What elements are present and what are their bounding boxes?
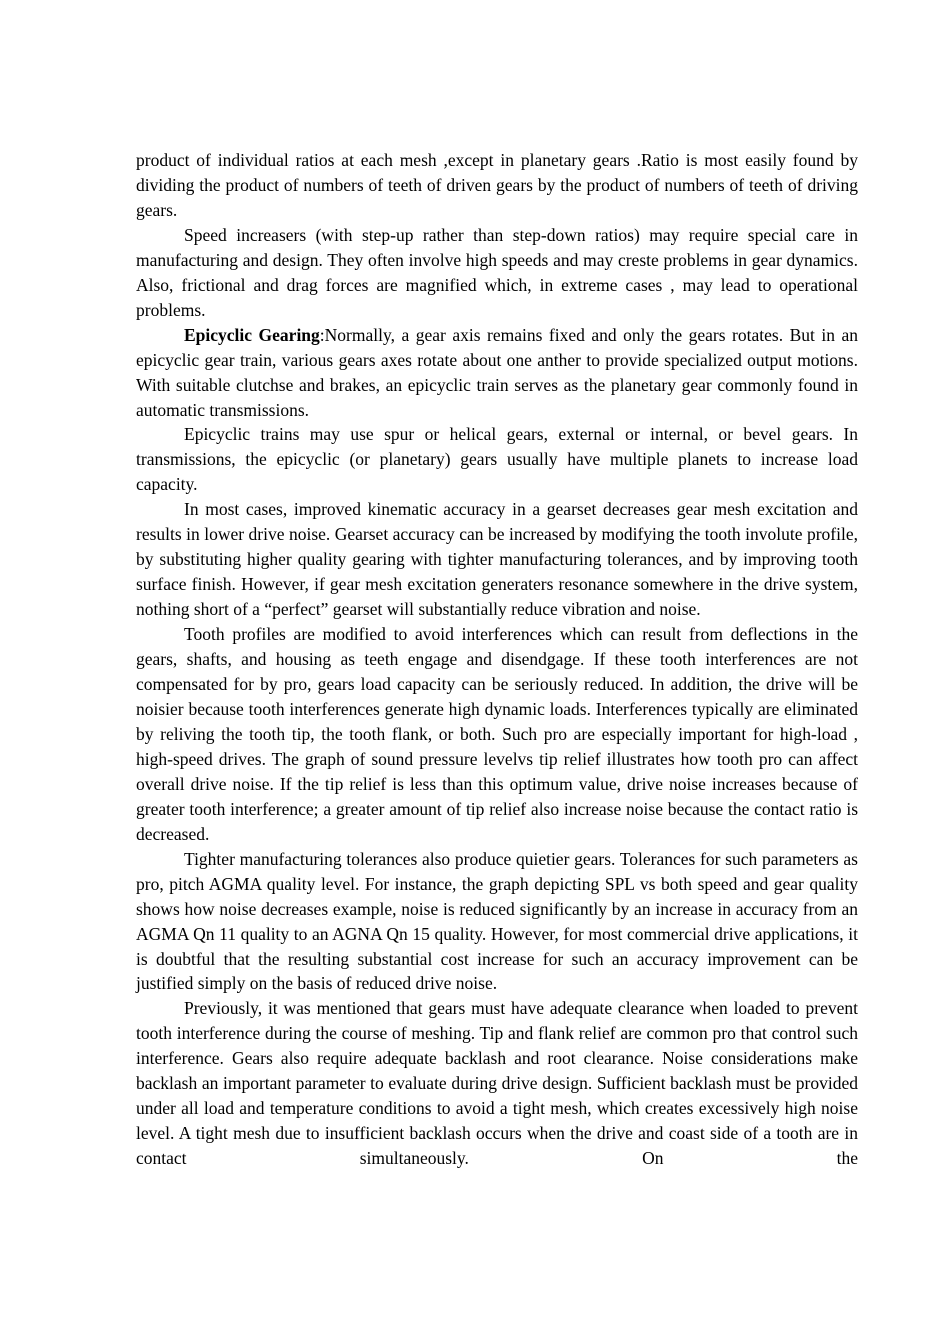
paragraph-kinematic-accuracy: In most cases, improved kinematic accuracy in a gearset decreases gear mesh excitation and results in lower drive noise. Gearset accuracy can be increased by modifying the tooth involute profile, by substituting higher quality gearing with tighter manufacturing tolerances, and by improving tooth surface finish. However, if gear mesh excitation generaters resonance somewhere in the drive system, nothing short of a “perfect” gearset will substantially reduce vibration and noise. [136,499,858,620]
paragraph-continuation: product of individual ratios at each mesh ,except in planetary gears .Ratio is most easily found by dividing the product of numbers of teeth of driven gears by the product of numbers of teeth of driving gears. [136,150,858,220]
body-text [136,148,858,1171]
paragraph-speed-increasers: Speed increasers (with step-up rather than step-down ratios) may require special care in manufacturing and design. They often involve high speeds and may creste problems in gear dynamics. Also, frictional and drag forces are magnified which, in extreme cases , may lead to operational problems. [136,224,858,320]
section-heading-epicyclic-gearing: Epicyclic Gearing [184,324,320,345]
paragraph-epicyclic-trains: Epicyclic trains may use spur or helical gears, external or internal, or bevel gears. In transmissions, the epicyclic (or planetary) gears usually have multiple planets to increase load capacity. [136,424,858,495]
paragraph-backlash: Previously, it was mentioned that gears must have adequate clearance when loaded to prevent tooth interference during the course of meshing. Tip and flank relief are common pro that control such interference. Gears also require adequate backlash and root clearance. Noise considerations make backlash an important parameter to evaluate during drive design. Sufficient backlash must be provided under all load and temperature conditions to avoid a tight mesh, which creates excessively high noise level. A tight mesh due to insufficient backlash occurs when the drive and coast side of a tooth are in contact simultaneously. On the [136,998,858,1169]
paragraph-manufacturing-tolerances: Tighter manufacturing tolerances also produce quietier gears. Tolerances for such parameters as pro, pitch AGMA quality level. For instance, the graph depicting SPL vs both speed and gear quality shows how noise decreases example, noise is reduced significantly by an increase in accuracy from an AGMA Qn 11 quality to an AGNA Qn 15 quality. However, for most commercial drive applications, it is doubtful that the resulting substantial cost increase for such an accuracy improvement can be justified simply on the basis of reduced drive noise. [136,848,858,994]
paragraph-epicyclic-gearing-text: :Normally, a gear axis remains fixed and only the gears rotates. But in an epicyclic gear train, various gears axes rotate about one anther to provide specialized output motions. With suitable clutchse and brakes, an epicyclic train serves as the planetary gear commonly found in automatic transmissions. [136,324,858,420]
paragraph-epicyclic-gearing [136,323,858,423]
paragraph-tooth-profiles: Tooth profiles are modified to avoid interferences which can result from deflections in the gears, shafts, and housing as teeth engage and disendgage. If these tooth interferences are not compensated for by pro, gears load capacity can be seriously reduced. In addition, the drive will be noisier because tooth interferences generate high dynamic loads. Interferences typically are eliminated by reliving the tooth tip, the tooth flank, or both. Such pro are especially important for high-load , high-speed drives. The graph of sound pressure levelvs tip relief illustrates how tooth pro can affect overall drive noise. If the tip relief is less than this optimum value, drive noise increases because of greater tooth interference; a greater amount of tip relief also increase noise because the contact ratio is decreased. [136,624,858,844]
